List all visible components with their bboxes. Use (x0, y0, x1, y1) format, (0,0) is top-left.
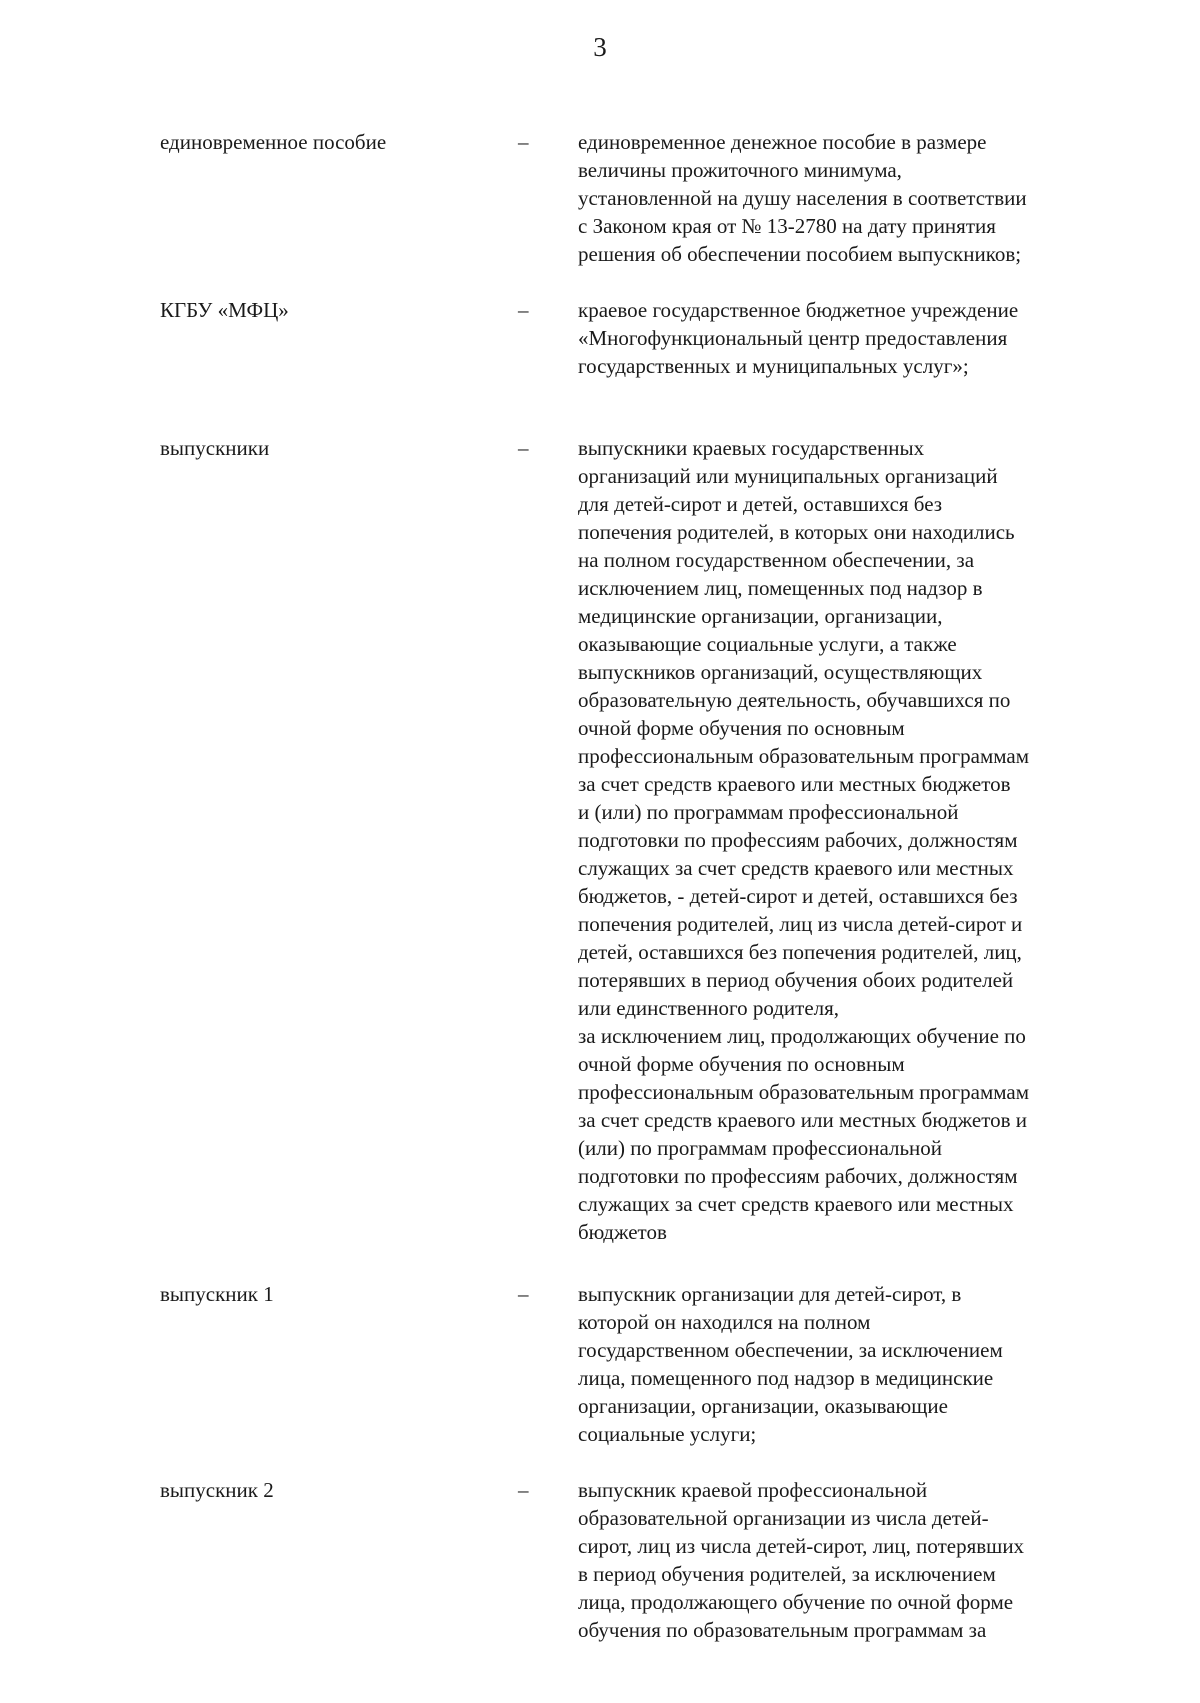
definition-line: выпускники краевых государственных (578, 436, 925, 460)
definition-line: выпускник организации для детей-сирот, в (578, 1282, 962, 1306)
definition-line: и (или) по программам профессиональной (578, 800, 959, 824)
definition-line: установленной на душу населения в соответствии (578, 186, 1027, 210)
definition-line: государственном обеспечении, за исключением (578, 1338, 1003, 1362)
definition-line: с Законом края от № 13-2780 на дату принятия (578, 214, 996, 238)
term-label: выпускники (160, 436, 270, 460)
definition-line: образовательную деятельность, обучавшихся по (578, 688, 1011, 712)
dash-separator: – (518, 298, 529, 322)
page-number: 3 (593, 32, 607, 62)
definition-line: которой он находился на полном (578, 1310, 871, 1334)
definition-line: оказывающие социальные услуги, а также (578, 632, 957, 656)
definition-text (578, 434, 1118, 1246)
dash-separator: – (518, 130, 529, 154)
definition-line: образовательной организации из числа детей- (578, 1506, 989, 1530)
definition-line: единовременное денежное пособие в размере (578, 130, 987, 154)
definition-line: за исключением лиц, продолжающих обучение по (578, 1024, 1026, 1048)
definition-line: сирот, лиц из числа детей-сирот, лиц, потерявших (578, 1534, 1025, 1558)
definition-line: за счет средств краевого или местных бюджетов (578, 772, 1011, 796)
definition-line: попечения родителей, лиц из числа детей-сирот и (578, 912, 1023, 936)
term-label: КГБУ «МФЦ» (160, 298, 289, 322)
term-label: единовременное пособие (160, 130, 387, 154)
dash-separator: – (518, 436, 529, 460)
definition-line: подготовки по профессиям рабочих, должностям (578, 828, 1018, 852)
definition-line: выпускников организаций, осуществляющих (578, 660, 983, 684)
definition-line: (или) по программам профессиональной (578, 1136, 942, 1160)
definition-line: медицинские организации, организации, (578, 604, 943, 628)
definition-line: бюджетов (578, 1220, 667, 1244)
definition-text (578, 296, 1118, 380)
definition-line: «Многофункциональный центр предоставления (578, 326, 1008, 350)
definition-line: организаций или муниципальных организаций (578, 464, 998, 488)
definition-line: очной форме обучения по основным (578, 716, 905, 740)
definition-line: бюджетов, - детей-сирот и детей, оставшихся без (578, 884, 1018, 908)
definition-line: профессиональным образовательным программам (578, 744, 1030, 768)
definition-line: для детей-сирот и детей, оставшихся без (578, 492, 943, 516)
definition-text (578, 1280, 1118, 1448)
definition-line: государственных и муниципальных услуг»; (578, 354, 969, 378)
definition-line: попечения родителей, в которых они находились (578, 520, 1015, 544)
definition-line: очной форме обучения по основным (578, 1052, 905, 1076)
dash-separator: – (518, 1282, 529, 1306)
definition-text (578, 128, 1118, 268)
definition-line: обучения по образовательным программам за (578, 1618, 987, 1642)
definition-line: исключением лиц, помещенных под надзор в (578, 576, 983, 600)
definition-line: профессиональным образовательным программам (578, 1080, 1030, 1104)
term-label: выпускник 2 (160, 1478, 274, 1502)
definition-line: величины прожиточного минимума, (578, 158, 902, 182)
definition-line: организации, организации, оказывающие (578, 1394, 948, 1418)
definition-line: потерявших в период обучения обоих родителей (578, 968, 1014, 992)
definition-line: служащих за счет средств краевого или местных (578, 856, 1014, 880)
definition-line: служащих за счет средств краевого или местных (578, 1192, 1014, 1216)
definition-line: подготовки по профессиям рабочих, должностям (578, 1164, 1018, 1188)
definition-line: социальные услуги; (578, 1422, 757, 1446)
definition-line: на полном государственном обеспечении, за (578, 548, 975, 572)
definition-text (578, 1476, 1118, 1644)
definition-line: краевое государственное бюджетное учреждение (578, 298, 1019, 322)
definition-line: или единственного родителя, (578, 996, 840, 1020)
definition-line: детей, оставшихся без попечения родителей, лиц, (578, 940, 1022, 964)
definition-line: решения об обеспечении пособием выпускников; (578, 242, 1022, 266)
definition-line: в период обучения родителей, за исключением (578, 1562, 996, 1586)
definition-line: лица, помещенного под надзор в медицинские (578, 1366, 994, 1390)
definition-line: за счет средств краевого или местных бюджетов и (578, 1108, 1028, 1132)
definition-line: выпускник краевой профессиональной (578, 1478, 928, 1502)
definition-line: лица, продолжающего обучение по очной форме (578, 1590, 1014, 1614)
term-label: выпускник 1 (160, 1282, 274, 1306)
dash-separator: – (518, 1478, 529, 1502)
